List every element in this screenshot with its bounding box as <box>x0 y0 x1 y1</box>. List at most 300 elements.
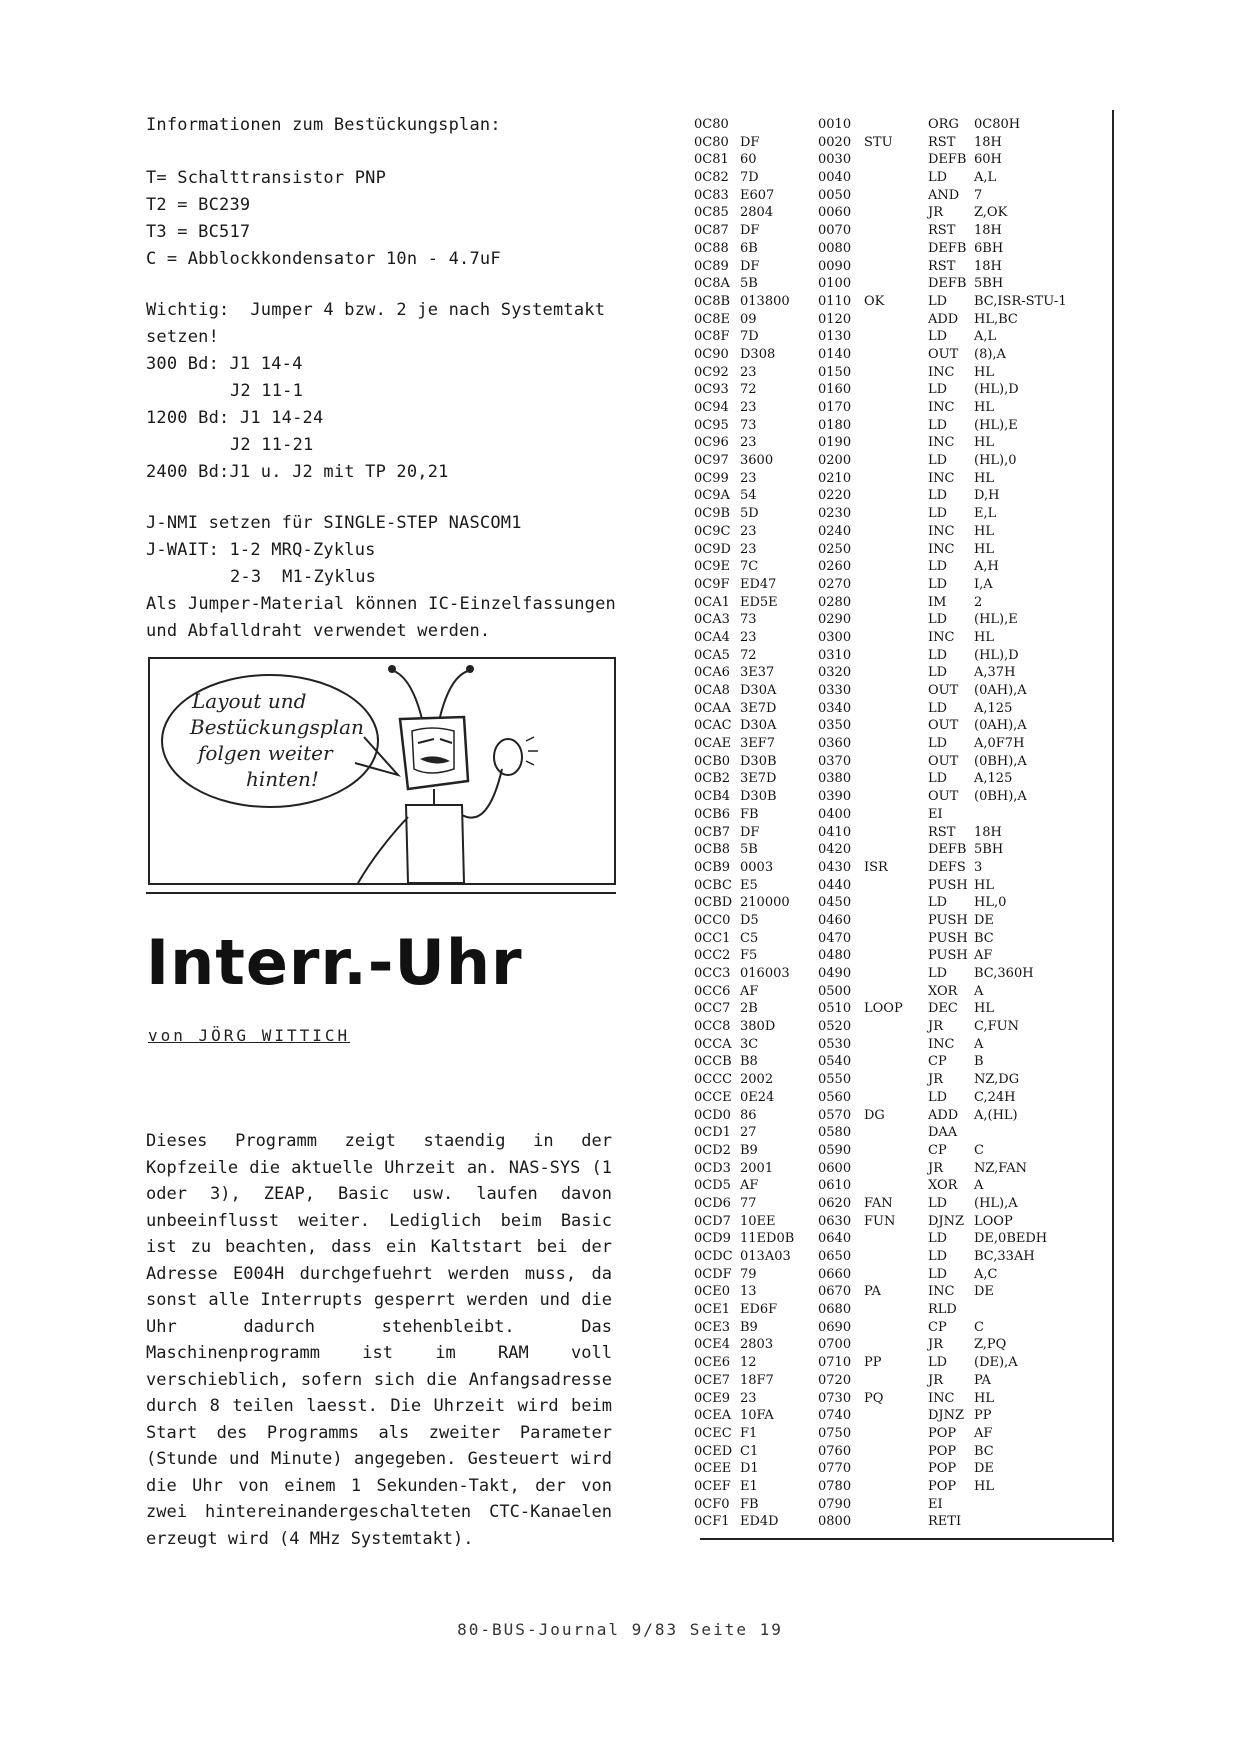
listing-label <box>864 470 928 488</box>
listing-hex-code: E1 <box>740 1478 758 1494</box>
jumper-note-cont: setzen! <box>146 327 220 347</box>
listing-border-bottom <box>700 1538 1114 1540</box>
listing-line-number: 0800 <box>818 1514 852 1530</box>
baud-line: 1200 Bd: J1 14-24 <box>146 408 324 428</box>
listing-operand: A,H <box>974 559 999 575</box>
listing-address: 0C9D <box>694 541 731 557</box>
listing-operand: HL,BC <box>974 311 1018 327</box>
listing-hex-code: 013A03 <box>740 1249 791 1264</box>
listing-line-number: 0440 <box>818 877 852 893</box>
component-item: C = Abblockkondensator 10n - 4.7uF <box>146 249 501 269</box>
listing-line-number: 0640 <box>818 1231 852 1247</box>
listing-opcode: POP <box>928 1443 957 1459</box>
listing-address: 0CCB <box>694 1054 732 1070</box>
listing-row <box>694 877 1114 895</box>
listing-opcode: XOR <box>928 1178 958 1194</box>
listing-opcode: JR <box>928 205 943 221</box>
listing-address: 0CA3 <box>694 612 730 628</box>
listing-opcode: DJNZ <box>928 1408 965 1424</box>
listing-address: 0CA4 <box>694 629 730 645</box>
listing-line-number: 0610 <box>818 1178 852 1194</box>
listing-label <box>864 558 928 576</box>
listing-address: 0CD1 <box>694 1125 731 1141</box>
listing-opcode: RST <box>928 134 956 150</box>
listing-line-number: 0620 <box>818 1195 852 1211</box>
listing-opcode: DAA <box>928 1125 958 1141</box>
listing-line-number: 0320 <box>818 665 852 681</box>
baud-line: 300 Bd: J1 14-4 <box>146 354 303 374</box>
listing-address: 0C80 <box>694 134 729 150</box>
listing-opcode: OUT <box>928 718 959 734</box>
cartoon-illustration <box>148 657 616 885</box>
listing-row <box>694 753 1114 771</box>
baud-settings <box>146 351 616 486</box>
listing-opcode: XOR <box>928 983 958 999</box>
listing-hex-code: 7D <box>740 170 759 186</box>
listing-address: 0CCA <box>694 1036 732 1052</box>
listing-label <box>864 1142 928 1160</box>
listing-row <box>694 1390 1114 1408</box>
listing-operand: C,24H <box>974 1089 1016 1105</box>
listing-hex-code: 016003 <box>740 966 790 981</box>
listing-line-number: 0220 <box>818 488 852 504</box>
listing-line-number: 0720 <box>818 1372 852 1388</box>
listing-address: 0C88 <box>694 240 729 256</box>
jnmi-note: J-NMI setzen für SINGLE-STEP NASCOM1 <box>146 513 522 533</box>
listing-address: 0C87 <box>694 223 729 239</box>
listing-hex-code <box>740 116 818 134</box>
listing-opcode: DEFB <box>928 152 967 168</box>
listing-line-number: 0290 <box>818 612 852 628</box>
listing-operand <box>974 1124 1114 1142</box>
listing-address: 0CA6 <box>694 665 730 681</box>
listing-hex-code: ED5E <box>740 594 778 610</box>
assembly-listing <box>694 116 1114 1531</box>
listing-operand: AF <box>974 948 993 964</box>
listing-label <box>864 1053 928 1071</box>
listing-line-number: 0630 <box>818 1213 852 1229</box>
listing-hex-code: 13 <box>740 1284 757 1300</box>
listing-opcode: LD <box>928 1266 948 1282</box>
listing-opcode: DEC <box>928 1001 958 1017</box>
listing-row <box>694 258 1114 276</box>
listing-row <box>694 134 1114 152</box>
listing-label <box>864 912 928 930</box>
listing-row <box>694 682 1114 700</box>
listing-label <box>864 735 928 753</box>
listing-hex-code: 3E7D <box>740 771 777 787</box>
listing-operand: HL <box>974 435 994 451</box>
listing-label <box>864 1407 928 1425</box>
listing-operand: HL <box>974 877 994 893</box>
listing-line-number: 0790 <box>818 1496 852 1512</box>
listing-hex-code: 3C <box>740 1036 759 1052</box>
listing-operand: HL <box>974 364 994 380</box>
listing-opcode: DEFB <box>928 240 967 256</box>
listing-label <box>864 240 928 258</box>
listing-address: 0C9B <box>694 506 731 522</box>
listing-line-number: 0240 <box>818 523 852 539</box>
listing-hex-code: 2B <box>740 1001 758 1017</box>
listing-address: 0C83 <box>694 187 729 203</box>
listing-label: ISR <box>864 859 888 875</box>
component-item: T3 = BC517 <box>146 222 251 242</box>
listing-row <box>694 841 1114 859</box>
listing-line-number: 0390 <box>818 789 852 805</box>
listing-address: 0CEA <box>694 1408 732 1424</box>
listing-operand: A <box>974 1036 984 1052</box>
listing-hex-code: 23 <box>740 523 757 539</box>
listing-row <box>694 700 1114 718</box>
listing-address: 0C90 <box>694 346 729 362</box>
listing-opcode: CP <box>928 1054 947 1070</box>
listing-address: 0CC7 <box>694 1001 731 1017</box>
listing-label <box>864 1124 928 1142</box>
listing-label <box>864 1478 928 1496</box>
listing-label <box>864 1425 928 1443</box>
listing-opcode: ORG <box>928 117 959 132</box>
listing-opcode: LD <box>928 1249 948 1264</box>
listing-line-number: 0030 <box>818 152 852 168</box>
listing-hex-code: 2002 <box>740 1072 774 1088</box>
listing-hex-code: E607 <box>740 187 775 203</box>
bubble-line: Layout und <box>192 689 307 713</box>
listing-label <box>864 806 928 824</box>
listing-hex-code: 12 <box>740 1355 757 1371</box>
listing-line-number: 0670 <box>818 1284 852 1300</box>
listing-address: 0CDC <box>694 1249 733 1264</box>
listing-opcode: INC <box>928 364 955 380</box>
listing-address: 0CA1 <box>694 594 730 610</box>
listing-operand: A,125 <box>974 771 1013 787</box>
listing-hex-code: 3E7D <box>740 700 777 716</box>
listing-hex-code: 013800 <box>740 293 790 309</box>
listing-label <box>864 1443 928 1461</box>
listing-address: 0CD5 <box>694 1178 731 1194</box>
jwait-note: J-WAIT: 1-2 MRQ-Zyklus <box>146 540 376 560</box>
listing-address: 0CE1 <box>694 1302 730 1318</box>
listing-hex-code: D308 <box>740 346 776 362</box>
listing-label <box>864 983 928 1001</box>
listing-operand: A,125 <box>974 700 1013 716</box>
listing-label <box>864 664 928 682</box>
listing-hex-code: B8 <box>740 1054 758 1070</box>
listing-row <box>694 1230 1114 1248</box>
listing-address: 0CAC <box>694 718 732 734</box>
listing-operand: A,L <box>974 329 997 345</box>
listing-label: PP <box>864 1355 882 1371</box>
listing-address: 0CC2 <box>694 948 731 964</box>
listing-row <box>694 806 1114 824</box>
listing-operand: (0BH),A <box>974 753 1027 769</box>
listing-opcode: LD <box>928 665 948 681</box>
listing-opcode: DEFS <box>928 859 966 875</box>
listing-label <box>864 1160 928 1178</box>
listing-row <box>694 1425 1114 1443</box>
listing-hex-code: 0003 <box>740 859 774 875</box>
listing-hex-code: 2001 <box>740 1160 774 1176</box>
listing-address: 0C96 <box>694 435 729 451</box>
listing-hex-code: 23 <box>740 629 757 645</box>
jumper-note: Wichtig: Jumper 4 bzw. 2 je nach Systemtakt <box>146 300 606 320</box>
listing-address: 0CB4 <box>694 789 731 805</box>
listing-opcode: OUT <box>928 789 959 805</box>
listing-operand: 5BH <box>974 276 1004 292</box>
listing-hex-code: 60 <box>740 152 757 168</box>
listing-hex-code: 7D <box>740 329 759 345</box>
listing-line-number: 0250 <box>818 541 852 557</box>
listing-row <box>694 788 1114 806</box>
listing-row <box>694 222 1114 240</box>
listing-hex-code: C1 <box>740 1443 759 1459</box>
listing-line-number: 0680 <box>818 1302 852 1318</box>
listing-operand: (0BH),A <box>974 789 1027 805</box>
listing-label <box>864 647 928 665</box>
listing-operand: 2 <box>974 594 983 610</box>
listing-address: 0C9C <box>694 523 731 539</box>
listing-opcode: JR <box>928 1337 943 1353</box>
listing-operand: NZ,DG <box>974 1072 1020 1088</box>
listing-hex-code: D1 <box>740 1461 759 1477</box>
listing-address: 0CEF <box>694 1478 731 1494</box>
listing-address: 0C94 <box>694 400 729 415</box>
listing-opcode: LD <box>928 966 948 981</box>
listing-operand: (HL),D <box>974 647 1019 663</box>
listing-address: 0C9F <box>694 576 730 592</box>
listing-hex-code: ED4D <box>740 1514 779 1530</box>
listing-row <box>694 647 1114 665</box>
listing-address: 0CE4 <box>694 1337 730 1353</box>
listing-operand: HL <box>974 523 994 539</box>
article-headline: Interr.-Uhr <box>146 926 523 999</box>
listing-hex-code: DF <box>740 258 760 274</box>
listing-label <box>864 930 928 948</box>
listing-row <box>694 629 1114 647</box>
listing-label <box>864 364 928 382</box>
listing-address: 0CAA <box>694 700 731 716</box>
listing-line-number: 0420 <box>818 842 852 858</box>
listing-operand <box>974 1513 1114 1531</box>
listing-operand: BC <box>974 930 994 946</box>
listing-address: 0C93 <box>694 382 729 398</box>
listing-opcode: JR <box>928 1372 943 1388</box>
listing-operand: 18H <box>974 258 1002 274</box>
listing-hex-code: 23 <box>740 1390 757 1406</box>
listing-label <box>864 1177 928 1195</box>
listing-operand: (HL),0 <box>974 453 1017 469</box>
listing-operand: A,37H <box>974 665 1016 681</box>
listing-row <box>694 399 1114 417</box>
listing-row <box>694 1407 1114 1425</box>
listing-line-number: 0370 <box>818 753 852 769</box>
listing-row <box>694 1089 1114 1107</box>
listing-opcode: LD <box>928 771 948 787</box>
listing-label <box>864 222 928 240</box>
listing-label: STU <box>864 134 893 150</box>
listing-hex-code: B9 <box>740 1319 758 1335</box>
listing-opcode: PUSH <box>928 877 968 893</box>
material-note: Als Jumper-Material können IC-Einzelfassungen und Abfalldraht verwendet werden. <box>146 594 616 641</box>
listing-line-number: 0410 <box>818 824 852 840</box>
listing-label: DG <box>864 1107 885 1123</box>
listing-address: 0CC1 <box>694 930 731 946</box>
listing-line-number: 0090 <box>818 258 852 274</box>
listing-opcode: ADD <box>928 311 959 327</box>
listing-hex-code: 72 <box>740 647 757 663</box>
listing-opcode: OUT <box>928 346 959 362</box>
listing-line-number: 0340 <box>818 700 852 716</box>
listing-label <box>864 275 928 293</box>
listing-line-number: 0350 <box>818 718 852 734</box>
listing-opcode: LD <box>928 612 948 628</box>
listing-operand: A,(HL) <box>974 1107 1018 1123</box>
listing-hex-code: 79 <box>740 1266 757 1282</box>
listing-label <box>864 346 928 364</box>
listing-opcode: LD <box>928 700 948 716</box>
listing-address: 0CCE <box>694 1089 732 1105</box>
listing-operand: A <box>974 983 984 999</box>
listing-label <box>864 541 928 559</box>
listing-line-number: 0740 <box>818 1408 852 1424</box>
listing-operand: DE <box>974 912 994 928</box>
listing-opcode: OUT <box>928 683 959 698</box>
listing-address: 0C8F <box>694 329 730 345</box>
listing-hex-code: 10FA <box>740 1408 774 1424</box>
listing-row <box>694 523 1114 541</box>
listing-row <box>694 452 1114 470</box>
listing-row <box>694 1142 1114 1160</box>
listing-opcode: POP <box>928 1425 957 1441</box>
listing-hex-code: DF <box>740 134 760 150</box>
listing-operand: Z,PQ <box>974 1337 1007 1353</box>
listing-line-number: 0590 <box>818 1142 852 1158</box>
listing-line-number: 0060 <box>818 205 852 221</box>
listing-hex-code: 27 <box>740 1125 757 1141</box>
listing-hex-code: ED47 <box>740 576 777 592</box>
listing-line-number: 0660 <box>818 1266 852 1282</box>
listing-label <box>864 151 928 169</box>
listing-row <box>694 859 1114 877</box>
listing-label <box>864 824 928 842</box>
listing-label <box>864 169 928 187</box>
listing-opcode: LD <box>928 895 948 911</box>
listing-line-number: 0730 <box>818 1390 852 1406</box>
listing-line-number: 0580 <box>818 1125 852 1141</box>
listing-row <box>694 576 1114 594</box>
listing-row <box>694 293 1114 311</box>
listing-address: 0C89 <box>694 258 729 274</box>
listing-operand: C <box>974 1319 984 1335</box>
jwait-note-2: 2-3 M1-Zyklus <box>230 567 377 587</box>
listing-hex-code: 380D <box>740 1019 776 1035</box>
listing-row <box>694 1213 1114 1231</box>
listing-row <box>694 894 1114 912</box>
listing-operand: (HL),E <box>974 612 1018 628</box>
listing-line-number: 0280 <box>818 594 852 610</box>
listing-address: 0CE3 <box>694 1319 730 1335</box>
listing-line-number: 0110 <box>818 293 852 309</box>
listing-opcode: PUSH <box>928 930 968 946</box>
listing-address: 0CC8 <box>694 1019 731 1035</box>
listing-line-number: 0470 <box>818 930 852 946</box>
listing-address: 0CA8 <box>694 683 730 698</box>
listing-label <box>864 1319 928 1337</box>
listing-row <box>694 1000 1114 1018</box>
listing-operand: BC,360H <box>974 966 1034 981</box>
listing-opcode: CP <box>928 1142 947 1158</box>
listing-operand: C,FUN <box>974 1019 1019 1035</box>
listing-line-number: 0130 <box>818 329 852 345</box>
listing-label <box>864 258 928 276</box>
listing-operand <box>974 1496 1114 1514</box>
listing-operand: NZ,FAN <box>974 1160 1027 1176</box>
listing-opcode: LD <box>928 1231 948 1247</box>
listing-opcode: INC <box>928 1284 955 1300</box>
listing-label <box>864 1248 928 1266</box>
listing-address: 0CCC <box>694 1072 733 1088</box>
listing-label <box>864 788 928 806</box>
listing-row <box>694 1372 1114 1390</box>
listing-line-number: 0510 <box>818 1001 852 1017</box>
article-byline: von JÖRG WITTICH <box>148 1026 351 1045</box>
listing-row <box>694 594 1114 612</box>
listing-hex-code: 2804 <box>740 205 774 221</box>
listing-hex-code: 86 <box>740 1107 757 1123</box>
listing-operand: B <box>974 1054 984 1070</box>
listing-address: 0CED <box>694 1443 733 1459</box>
listing-label <box>864 947 928 965</box>
listing-operand: A <box>974 1178 984 1194</box>
listing-row <box>694 470 1114 488</box>
listing-address: 0C9A <box>694 488 730 504</box>
listing-opcode: DEFB <box>928 276 967 292</box>
listing-line-number: 0450 <box>818 895 852 911</box>
listing-line-number: 0330 <box>818 683 852 698</box>
listing-line-number: 0360 <box>818 736 852 752</box>
listing-opcode: POP <box>928 1461 957 1477</box>
listing-hex-code: 23 <box>740 364 757 380</box>
listing-row <box>694 169 1114 187</box>
listing-hex-code: D30B <box>740 789 777 805</box>
page-footer: 80-BUS-Journal 9/83 Seite 19 <box>457 1620 783 1639</box>
listing-opcode: JR <box>928 1160 943 1176</box>
listing-opcode: LD <box>928 382 948 398</box>
component-list <box>146 165 616 273</box>
listing-address: 0CD9 <box>694 1231 731 1247</box>
listing-label <box>864 1496 928 1514</box>
listing-hex-code: 23 <box>740 470 757 486</box>
listing-label <box>864 682 928 700</box>
listing-label <box>864 417 928 435</box>
listing-operand: E,L <box>974 506 997 522</box>
listing-row <box>694 541 1114 559</box>
listing-row <box>694 1018 1114 1036</box>
listing-line-number: 0190 <box>818 435 852 451</box>
listing-operand: (HL),E <box>974 417 1018 433</box>
listing-opcode: LD <box>928 488 948 504</box>
listing-opcode: JR <box>928 1072 943 1088</box>
listing-label <box>864 894 928 912</box>
listing-operand: (HL),A <box>974 1195 1018 1211</box>
listing-hex-code: 10EE <box>740 1213 776 1229</box>
listing-line-number: 0170 <box>818 400 852 415</box>
listing-label <box>864 1266 928 1284</box>
listing-label <box>864 1460 928 1478</box>
listing-operand: HL <box>974 629 994 645</box>
listing-line-number: 0080 <box>818 240 852 256</box>
listing-address: 0CBC <box>694 877 732 893</box>
listing-label <box>864 1336 928 1354</box>
